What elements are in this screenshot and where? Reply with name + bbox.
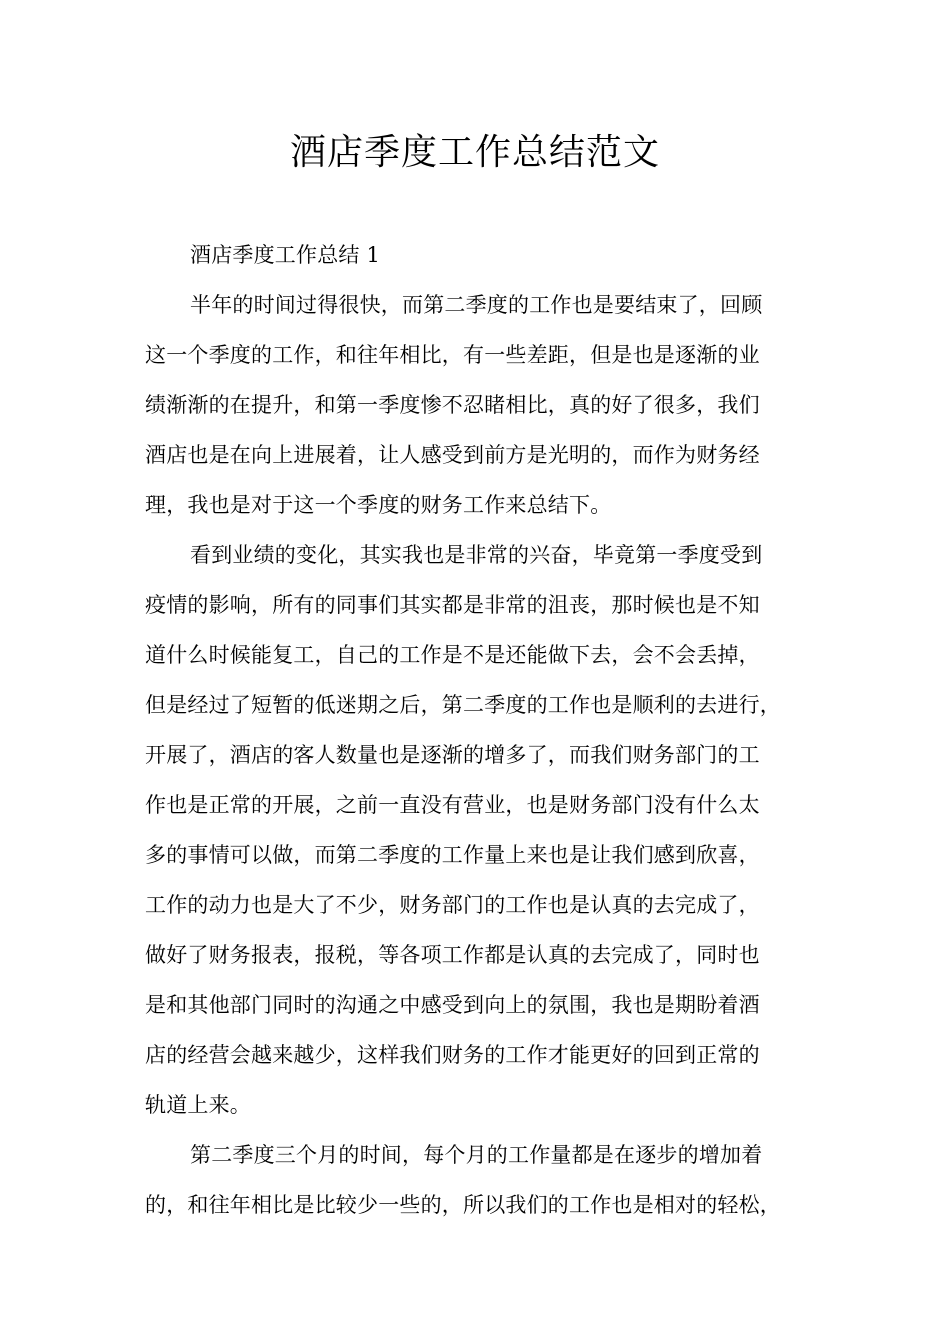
text-line: 是和其他部门同时的沟通之中感受到向上的氛围，我也是期盼着酒 (145, 993, 760, 1017)
text-line: 道什么时候能复工，自己的工作是不是还能做下去，会不会丢掉， (145, 643, 760, 667)
text-line: 多的事情可以做，而第二季度的工作量上来也是让我们感到欣喜， (145, 843, 760, 867)
text-line: 的，和往年相比是比较少一些的，所以我们的工作也是相对的轻松， (145, 1193, 781, 1217)
text-line: 酒店也是在向上进展着，让人感受到前方是光明的，而作为财务经 (145, 443, 760, 467)
text-line: 作也是正常的开展，之前一直没有营业，也是财务部门没有什么太 (145, 793, 760, 817)
text-line: 疫情的影响，所有的同事们其实都是非常的沮丧，那时候也是不知 (145, 593, 760, 617)
text-line: 绩渐渐的在提升，和第一季度惨不忍睹相比，真的好了很多，我们 (145, 393, 760, 417)
text-line: 酒店季度工作总结 1 (190, 243, 381, 267)
text-line: 第二季度三个月的时间，每个月的工作量都是在逐步的增加着 (190, 1143, 763, 1167)
text-line: 店的经营会越来越少，这样我们财务的工作才能更好的回到正常的 (145, 1043, 760, 1067)
document-body (145, 230, 810, 1230)
text-line: 做好了财务报表，报税，等各项工作都是认真的去完成了，同时也 (145, 943, 760, 967)
text-line: 但是经过了短暂的低迷期之后，第二季度的工作也是顺利的去进行， (145, 693, 781, 717)
text-line: 开展了，酒店的客人数量也是逐渐的增多了，而我们财务部门的工 (145, 743, 760, 767)
text-line: 理，我也是对于这一个季度的财务工作来总结下。 (145, 493, 612, 517)
text-line: 这一个季度的工作，和往年相比，有一些差距，但是也是逐渐的业 (145, 343, 760, 367)
text-line: 轨道上来。 (145, 1093, 251, 1117)
text-line: 半年的时间过得很快，而第二季度的工作也是要结束了，回顾 (190, 293, 763, 317)
text-line: 看到业绩的变化，其实我也是非常的兴奋，毕竟第一季度受到 (190, 543, 763, 567)
text-line: 工作的动力也是大了不少，财务部门的工作也是认真的去完成了， (145, 893, 760, 917)
document-title: 酒店季度工作总结范文 (289, 132, 660, 173)
